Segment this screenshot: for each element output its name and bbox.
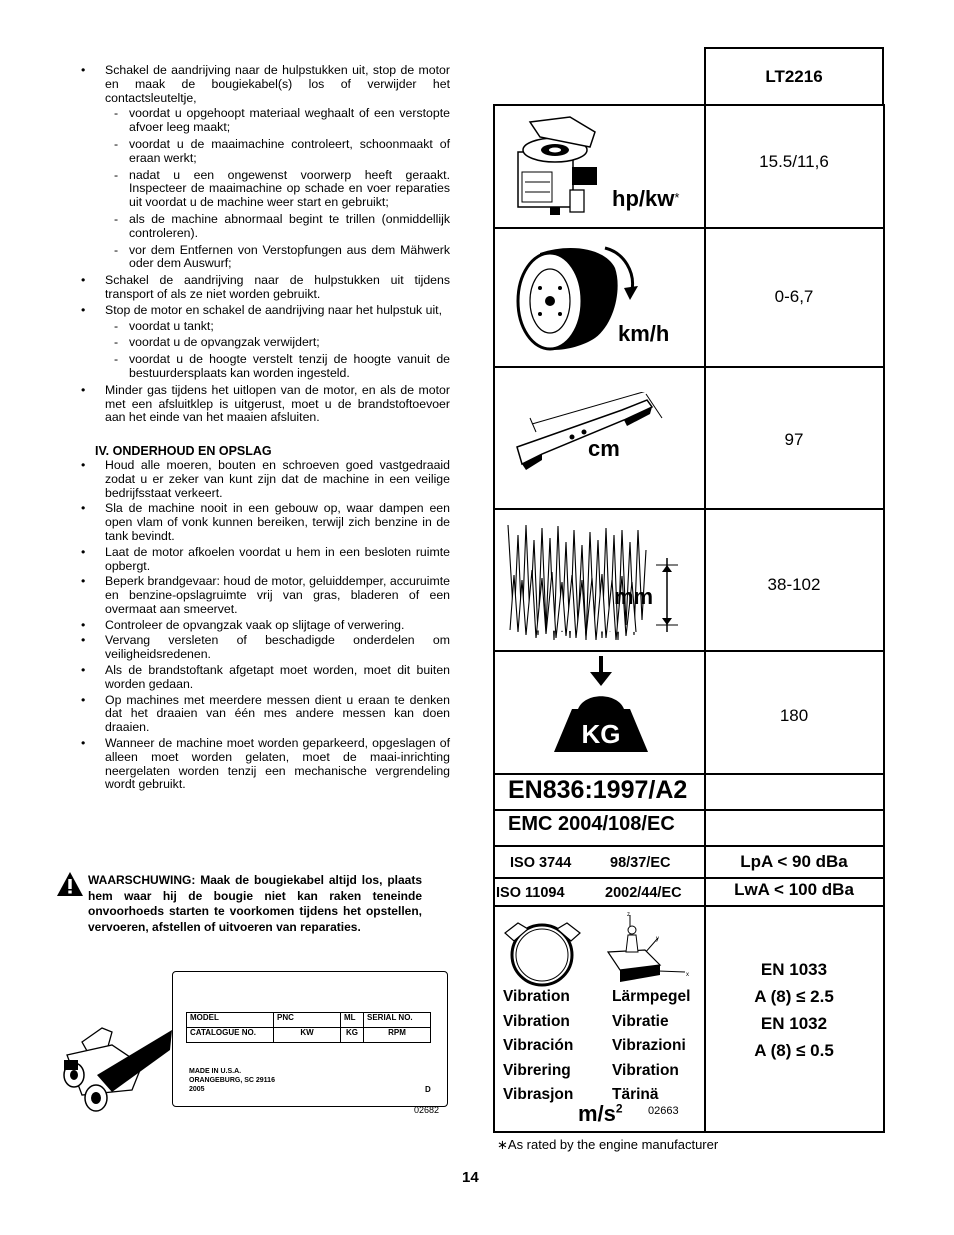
vibration-labels-left (503, 985, 573, 1108)
engine-icon (510, 112, 605, 220)
list-item: • Schakel de aandrijving naar de hulpstukken uit tijdens transport of als ze niet worden gebruikt. (78, 274, 450, 302)
cut-value: 97 (784, 430, 804, 449)
plate-manufacture-info (189, 1067, 275, 1094)
weight-icon (550, 654, 652, 754)
serial-plate (172, 971, 448, 1107)
iso-3744: ISO 3744 (510, 855, 572, 871)
list-item: • Wanneer de machine moet worden geparkeerd, opgeslagen of alleen moet worden gelaten, moet de maai-inrichting neergelaten worden tenzij een mechanische vergrendeling wordt gebruikt. (78, 737, 450, 792)
plate-letter: D (425, 1085, 431, 1094)
grass-height-icon (506, 520, 686, 645)
directive-98-37: 98/37/EC (610, 855, 671, 871)
lpa-value: LpA < 90 dBa (740, 852, 848, 871)
figure-code: 02663 (648, 1105, 679, 1117)
list-item: • Houd alle moeren, bouten en schroeven goed vastgedraaid zodat u er zeker van kunt zijn dat de machine in een veilige bedrijfsstaat verkeert. (78, 459, 450, 500)
list-subitem: - vor dem Entfernen von Verstopfungen aus dem Mähwerk oder dem Auswurf; (78, 244, 450, 272)
vibration-value-1: A (8) ≤ 2.5 (754, 987, 834, 1006)
vibration-label: Vibration (503, 988, 570, 1005)
list-item: • Stop de motor en schakel de aandrijving naar het hulpstuk uit, (78, 304, 450, 318)
list-item: • Als de brandstoftank afgetapt moet worden, moet dit buiten worden gedaan. (78, 664, 450, 692)
section-title: IV. ONDERHOUD EN OPSLAG (95, 444, 272, 459)
power-value: 15.5/11,6 (759, 152, 829, 171)
vibration-label: Vibratie (612, 1012, 669, 1030)
list-item: • Schakel de aandrijving naar de hulpstukken uit, stop de motor en maak de bougiekabel(s) los of verwijder het contactsleuteltje, (78, 64, 450, 105)
height-unit-label: mm (614, 584, 654, 609)
weight-unit-label: KG (581, 719, 621, 749)
plate-cell: ML (341, 1013, 364, 1028)
list-subitem: - als de machine abnormaal begint te trillen (onmiddellijk controleren). (78, 213, 450, 241)
height-value: 38-102 (767, 575, 821, 594)
vibration-label: Vibrazioni (612, 1037, 686, 1054)
cut-unit-label: cm (588, 436, 620, 461)
svg-text:x: x (686, 972, 689, 978)
row-line (493, 905, 883, 907)
lwa-value: LwA < 100 dBa (734, 880, 854, 899)
list-subitem: - voordat u opgehoopt materiaal weghaalt of een verstopte afvoer leeg maakt; (78, 107, 450, 135)
list-item: • Op machines met meerdere messen dient u eraan te denken dat het draaien van één mes andere messen kan doen draaien. (78, 694, 450, 735)
speed-value: 0-6,7 (774, 287, 814, 306)
standard-en1033: EN 1033 (760, 960, 828, 979)
power-footnote-mark: * (674, 190, 680, 205)
plate-line: 2005 (189, 1086, 205, 1093)
standard-en836: EN836:1997/A2 (508, 776, 688, 804)
warning-triangle-icon (56, 871, 84, 897)
row-line (493, 650, 883, 652)
list-item: • Minder gas tijdens het uitlopen van de motor, en als de motor met een afsluitklep is uitgerust, moet u de brandstoftoevoer aan het einde van het maaien afsluiten. (78, 384, 450, 425)
list-item: • Controleer de opvangzak vaak op slijtage of verwering. (78, 619, 450, 633)
plate-cell: MODEL (187, 1013, 274, 1028)
row-line (493, 773, 883, 775)
list-item: • Beperk brandgevaar: houd de motor, geluiddemper, accuruimte en benzine-opslagruimte vrij van gras, bladeren of een overmaat aan smeervet. (78, 575, 450, 616)
plate-table (186, 1012, 431, 1043)
list-item: • Laat de motor afkoelen voordat u hem in een besloten ruimte opbergt. (78, 546, 450, 574)
row-line (493, 845, 883, 847)
vibration-label: Vibración (503, 1037, 574, 1054)
warning-block (56, 873, 422, 935)
row-line (493, 508, 883, 510)
row-line (493, 366, 883, 368)
model-name: LT2216 (765, 67, 823, 86)
vibration-label: Vibrering (503, 1061, 571, 1079)
plate-cell: KG (341, 1028, 364, 1043)
svg-text:y: y (656, 936, 659, 942)
svg-text:z: z (627, 912, 630, 918)
vibration-label: Lärmpegel (612, 988, 691, 1005)
plate-cell: RPM (364, 1028, 431, 1043)
standard-emc: EMC 2004/108/EC (508, 813, 675, 835)
figure-code: 02682 (414, 1105, 440, 1115)
vibration-label: Vibration (503, 1012, 570, 1030)
list-item: • Vervang versleten of beschadigde onderdelen om veiligheidsredenen. (78, 634, 450, 662)
vibration-unit-exponent: 2 (615, 1101, 623, 1116)
speed-unit-label: km/h (618, 321, 670, 346)
power-unit-label: hp/kw* (612, 186, 680, 211)
tractor-illustration (52, 1020, 182, 1115)
plate-cell: KW (274, 1028, 341, 1043)
plate-cell: PNC (274, 1013, 341, 1028)
list-subitem: - nadat u een ongewenst voorwerp heeft geraakt. Inspecteer de maaimachine op schade en voer reparaties uit voordat u de machine weer start en gebruikt; (78, 169, 450, 210)
list-subitem: - voordat u de hoogte verstelt tenzij de hoogte vanuit de bestuurdersplaats kan worden ingesteld. (78, 353, 450, 381)
plate-cell: SERIAL NO. (364, 1013, 431, 1028)
directive-2002-44: 2002/44/EC (605, 885, 682, 901)
iso-11094: ISO 11094 (496, 885, 565, 901)
list-subitem: - voordat u tankt; (78, 320, 450, 334)
seat-vibration-icon (600, 910, 695, 988)
maintenance-list (78, 459, 450, 792)
warning-text: WAARSCHUWING: Maak de bougiekabel altijd los, plaats hem waar hij de bougie niet kan raken teneinde onvoorhoeds starten te voorkomen tijdens het opstellen, vervoeren, afstellen of uitvoeren van reparaties. (88, 873, 422, 934)
vibration-label: Vibrasjon (503, 1086, 574, 1103)
list-subitem: - voordat u de opvangzak verwijdert; (78, 336, 450, 350)
safety-list (78, 64, 450, 425)
row-line (493, 877, 883, 879)
weight-value: 180 (779, 706, 809, 725)
plate-line: ORANGEBURG, SC 29116 (189, 1077, 275, 1084)
row-line (493, 809, 883, 811)
vibration-label: Vibration (612, 1061, 679, 1079)
page-number: 14 (462, 1169, 479, 1186)
vibration-value-2: A (8) ≤ 0.5 (754, 1041, 834, 1060)
vibration-label: Tärinä (612, 1086, 659, 1103)
footnote: ∗As rated by the engine manufacturer (497, 1137, 719, 1152)
instructions-column (78, 64, 450, 794)
row-line (493, 227, 883, 229)
list-subitem: - voordat u de maaimachine controleert, schoonmaakt of eraan werkt; (78, 138, 450, 166)
vibration-unit: $m/s^2$ (578, 1101, 623, 1126)
standard-en1032: EN 1032 (760, 1014, 828, 1033)
steering-wheel-icon (500, 915, 585, 990)
plate-line: MADE IN U.S.A. (189, 1068, 242, 1075)
list-item: • Sla de machine nooit in een gebouw op, waar dampen een open vlam of vonk kunnen bereiken, terwijl zich benzine in de tank bevindt. (78, 502, 450, 543)
vibration-labels-right (612, 985, 690, 1108)
plate-cell: CATALOGUE NO. (187, 1028, 274, 1043)
